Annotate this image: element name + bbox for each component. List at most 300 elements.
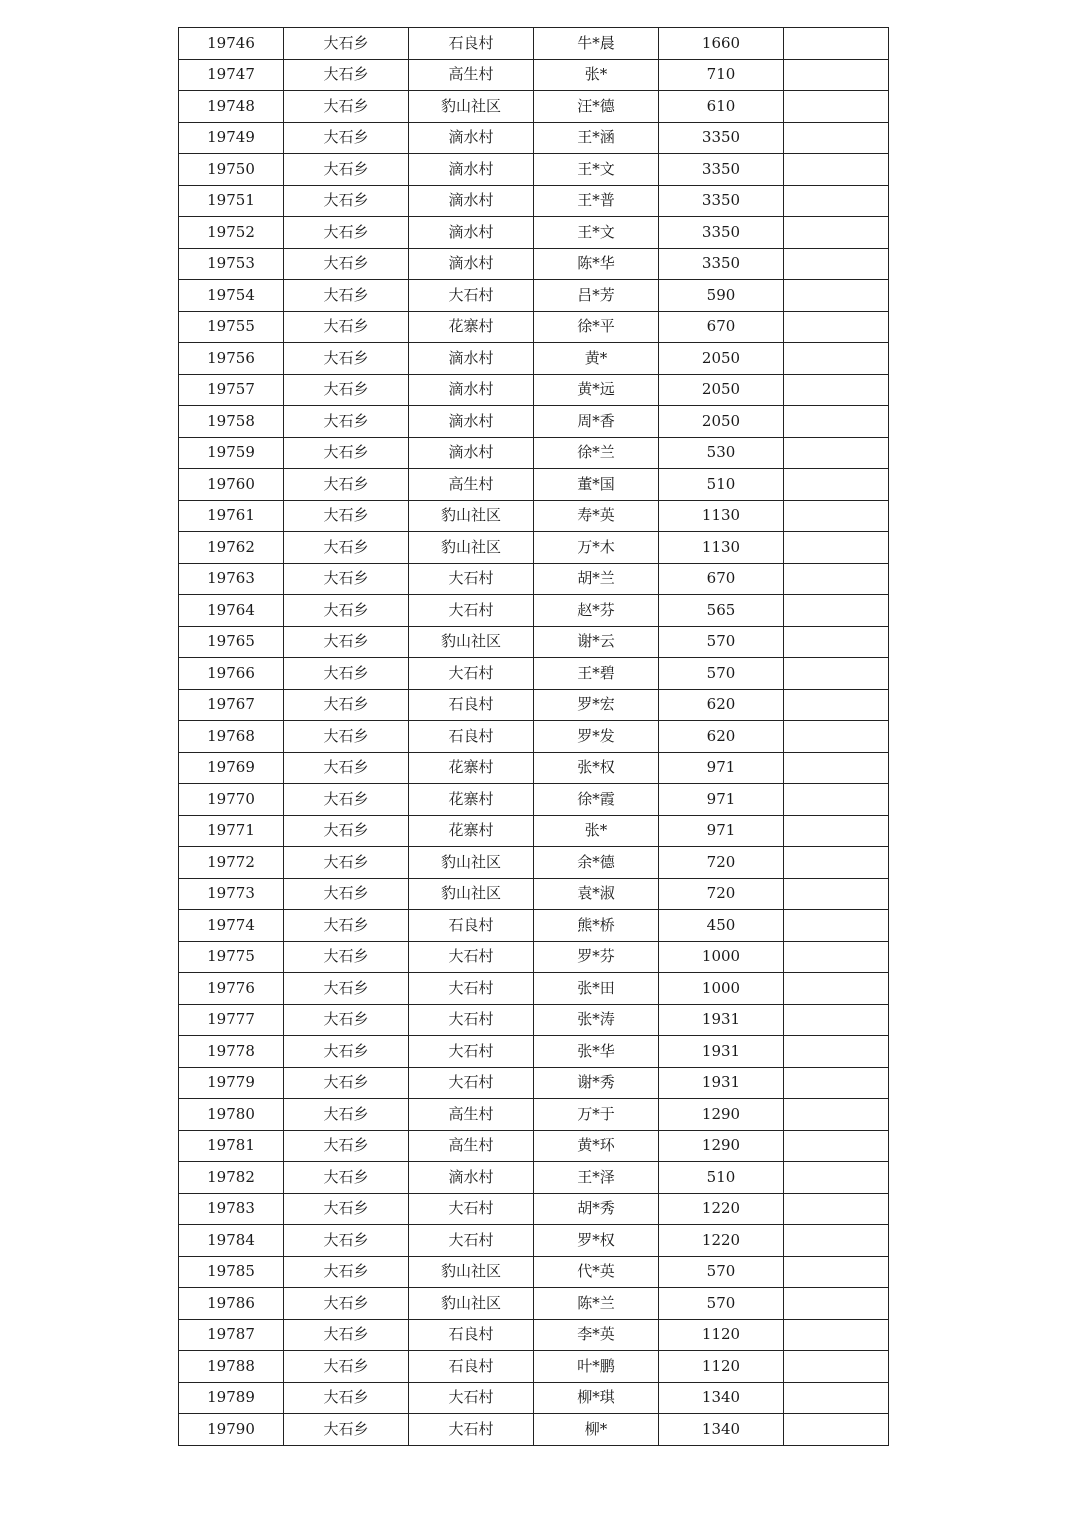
township-cell: 大石乡 xyxy=(284,311,409,343)
name-cell: 罗*宏 xyxy=(534,689,659,721)
table-row xyxy=(179,973,889,1005)
remark-cell xyxy=(784,910,889,942)
table-row xyxy=(179,154,889,186)
village-cell: 大石村 xyxy=(409,1036,534,1068)
amount-cell: 1000 xyxy=(659,973,784,1005)
serial-number-cell: 19783 xyxy=(179,1193,284,1225)
township-cell: 大石乡 xyxy=(284,1067,409,1099)
serial-number-cell: 19769 xyxy=(179,752,284,784)
serial-number-cell: 19759 xyxy=(179,437,284,469)
village-cell: 大石村 xyxy=(409,280,534,312)
village-cell: 大石村 xyxy=(409,1067,534,1099)
remark-cell xyxy=(784,563,889,595)
township-cell: 大石乡 xyxy=(284,248,409,280)
remark-cell xyxy=(784,532,889,564)
township-cell: 大石乡 xyxy=(284,500,409,532)
village-cell: 石良村 xyxy=(409,28,534,60)
village-cell: 大石村 xyxy=(409,1382,534,1414)
township-cell: 大石乡 xyxy=(284,122,409,154)
table-row xyxy=(179,1414,889,1446)
village-cell: 豹山社区 xyxy=(409,847,534,879)
village-cell: 大石村 xyxy=(409,1414,534,1446)
village-cell: 花寨村 xyxy=(409,815,534,847)
serial-number-cell: 19771 xyxy=(179,815,284,847)
table-row xyxy=(179,185,889,217)
township-cell: 大石乡 xyxy=(284,217,409,249)
name-cell: 王*涵 xyxy=(534,122,659,154)
amount-cell: 1931 xyxy=(659,1067,784,1099)
township-cell: 大石乡 xyxy=(284,563,409,595)
table-row xyxy=(179,1288,889,1320)
township-cell: 大石乡 xyxy=(284,280,409,312)
serial-number-cell: 19773 xyxy=(179,878,284,910)
township-cell: 大石乡 xyxy=(284,1162,409,1194)
name-cell: 徐*平 xyxy=(534,311,659,343)
name-cell: 黄*环 xyxy=(534,1130,659,1162)
name-cell: 张*华 xyxy=(534,1036,659,1068)
serial-number-cell: 19758 xyxy=(179,406,284,438)
township-cell: 大石乡 xyxy=(284,1036,409,1068)
village-cell: 大石村 xyxy=(409,563,534,595)
name-cell: 张*涛 xyxy=(534,1004,659,1036)
remark-cell xyxy=(784,122,889,154)
table-row xyxy=(179,1382,889,1414)
amount-cell: 2050 xyxy=(659,406,784,438)
name-cell: 董*国 xyxy=(534,469,659,501)
remark-cell xyxy=(784,185,889,217)
serial-number-cell: 19760 xyxy=(179,469,284,501)
amount-cell: 971 xyxy=(659,815,784,847)
amount-cell: 971 xyxy=(659,752,784,784)
table-row xyxy=(179,59,889,91)
name-cell: 周*香 xyxy=(534,406,659,438)
remark-cell xyxy=(784,406,889,438)
remark-cell xyxy=(784,595,889,627)
serial-number-cell: 19767 xyxy=(179,689,284,721)
name-cell: 李*英 xyxy=(534,1319,659,1351)
serial-number-cell: 19747 xyxy=(179,59,284,91)
amount-cell: 1120 xyxy=(659,1351,784,1383)
table-row xyxy=(179,1067,889,1099)
village-cell: 滴水村 xyxy=(409,374,534,406)
name-cell: 王*普 xyxy=(534,185,659,217)
remark-cell xyxy=(784,1225,889,1257)
table-row xyxy=(179,343,889,375)
village-cell: 石良村 xyxy=(409,689,534,721)
table-row xyxy=(179,280,889,312)
name-cell: 万*木 xyxy=(534,532,659,564)
township-cell: 大石乡 xyxy=(284,1099,409,1131)
amount-cell: 510 xyxy=(659,469,784,501)
village-cell: 石良村 xyxy=(409,910,534,942)
name-cell: 王*碧 xyxy=(534,658,659,690)
remark-cell xyxy=(784,973,889,1005)
remark-cell xyxy=(784,1162,889,1194)
table-row xyxy=(179,91,889,123)
village-cell: 大石村 xyxy=(409,973,534,1005)
table-row xyxy=(179,311,889,343)
village-cell: 豹山社区 xyxy=(409,878,534,910)
name-cell: 陈*兰 xyxy=(534,1288,659,1320)
township-cell: 大石乡 xyxy=(284,469,409,501)
township-cell: 大石乡 xyxy=(284,721,409,753)
name-cell: 吕*芳 xyxy=(534,280,659,312)
name-cell: 熊*桥 xyxy=(534,910,659,942)
name-cell: 罗*芬 xyxy=(534,941,659,973)
township-cell: 大石乡 xyxy=(284,973,409,1005)
amount-cell: 2050 xyxy=(659,343,784,375)
amount-cell: 570 xyxy=(659,1288,784,1320)
village-cell: 滴水村 xyxy=(409,343,534,375)
amount-cell: 3350 xyxy=(659,217,784,249)
remark-cell xyxy=(784,1382,889,1414)
name-cell: 叶*鹏 xyxy=(534,1351,659,1383)
serial-number-cell: 19789 xyxy=(179,1382,284,1414)
table-row xyxy=(179,406,889,438)
remark-cell xyxy=(784,437,889,469)
village-cell: 滴水村 xyxy=(409,437,534,469)
name-cell: 王*文 xyxy=(534,154,659,186)
township-cell: 大石乡 xyxy=(284,847,409,879)
serial-number-cell: 19763 xyxy=(179,563,284,595)
township-cell: 大石乡 xyxy=(284,1130,409,1162)
village-cell: 豹山社区 xyxy=(409,91,534,123)
serial-number-cell: 19786 xyxy=(179,1288,284,1320)
village-cell: 滴水村 xyxy=(409,248,534,280)
township-cell: 大石乡 xyxy=(284,1382,409,1414)
serial-number-cell: 19764 xyxy=(179,595,284,627)
name-cell: 罗*发 xyxy=(534,721,659,753)
table-row xyxy=(179,374,889,406)
remark-cell xyxy=(784,1319,889,1351)
amount-cell: 3350 xyxy=(659,122,784,154)
serial-number-cell: 19784 xyxy=(179,1225,284,1257)
name-cell: 张*田 xyxy=(534,973,659,1005)
amount-cell: 1340 xyxy=(659,1382,784,1414)
serial-number-cell: 19746 xyxy=(179,28,284,60)
serial-number-cell: 19753 xyxy=(179,248,284,280)
amount-cell: 570 xyxy=(659,658,784,690)
serial-number-cell: 19757 xyxy=(179,374,284,406)
township-cell: 大石乡 xyxy=(284,1288,409,1320)
serial-number-cell: 19777 xyxy=(179,1004,284,1036)
name-cell: 汪*德 xyxy=(534,91,659,123)
table-row xyxy=(179,248,889,280)
township-cell: 大石乡 xyxy=(284,1004,409,1036)
serial-number-cell: 19778 xyxy=(179,1036,284,1068)
serial-number-cell: 19770 xyxy=(179,784,284,816)
table-row xyxy=(179,658,889,690)
serial-number-cell: 19750 xyxy=(179,154,284,186)
remark-cell xyxy=(784,721,889,753)
name-cell: 谢*秀 xyxy=(534,1067,659,1099)
table-row xyxy=(179,1130,889,1162)
amount-cell: 1220 xyxy=(659,1225,784,1257)
amount-cell: 3350 xyxy=(659,154,784,186)
remark-cell xyxy=(784,878,889,910)
village-cell: 大石村 xyxy=(409,1193,534,1225)
name-cell: 黄*远 xyxy=(534,374,659,406)
amount-cell: 1120 xyxy=(659,1319,784,1351)
township-cell: 大石乡 xyxy=(284,1319,409,1351)
amount-cell: 530 xyxy=(659,437,784,469)
serial-number-cell: 19754 xyxy=(179,280,284,312)
township-cell: 大石乡 xyxy=(284,626,409,658)
village-cell: 大石村 xyxy=(409,1225,534,1257)
remark-cell xyxy=(784,469,889,501)
village-cell: 花寨村 xyxy=(409,784,534,816)
amount-cell: 720 xyxy=(659,878,784,910)
amount-cell: 3350 xyxy=(659,248,784,280)
serial-number-cell: 19762 xyxy=(179,532,284,564)
table-row xyxy=(179,626,889,658)
serial-number-cell: 19779 xyxy=(179,1067,284,1099)
amount-cell: 1130 xyxy=(659,532,784,564)
village-cell: 花寨村 xyxy=(409,752,534,784)
serial-number-cell: 19751 xyxy=(179,185,284,217)
serial-number-cell: 19768 xyxy=(179,721,284,753)
table-row xyxy=(179,28,889,60)
township-cell: 大石乡 xyxy=(284,91,409,123)
village-cell: 石良村 xyxy=(409,1319,534,1351)
township-cell: 大石乡 xyxy=(284,1193,409,1225)
township-cell: 大石乡 xyxy=(284,28,409,60)
table-row xyxy=(179,1225,889,1257)
serial-number-cell: 19766 xyxy=(179,658,284,690)
name-cell: 柳*琪 xyxy=(534,1382,659,1414)
name-cell: 胡*兰 xyxy=(534,563,659,595)
village-cell: 石良村 xyxy=(409,1351,534,1383)
serial-number-cell: 19782 xyxy=(179,1162,284,1194)
township-cell: 大石乡 xyxy=(284,532,409,564)
amount-cell: 610 xyxy=(659,91,784,123)
amount-cell: 1660 xyxy=(659,28,784,60)
remark-cell xyxy=(784,626,889,658)
name-cell: 王*文 xyxy=(534,217,659,249)
remark-cell xyxy=(784,1130,889,1162)
remark-cell xyxy=(784,1351,889,1383)
remark-cell xyxy=(784,752,889,784)
remark-cell xyxy=(784,1414,889,1446)
remark-cell xyxy=(784,248,889,280)
remark-cell xyxy=(784,343,889,375)
serial-number-cell: 19785 xyxy=(179,1256,284,1288)
remark-cell xyxy=(784,784,889,816)
township-cell: 大石乡 xyxy=(284,815,409,847)
serial-number-cell: 19755 xyxy=(179,311,284,343)
village-cell: 滴水村 xyxy=(409,217,534,249)
table-row xyxy=(179,563,889,595)
village-cell: 大石村 xyxy=(409,941,534,973)
amount-cell: 510 xyxy=(659,1162,784,1194)
table-row xyxy=(179,500,889,532)
serial-number-cell: 19775 xyxy=(179,941,284,973)
remark-cell xyxy=(784,1004,889,1036)
village-cell: 高生村 xyxy=(409,59,534,91)
village-cell: 豹山社区 xyxy=(409,532,534,564)
amount-cell: 720 xyxy=(659,847,784,879)
township-cell: 大石乡 xyxy=(284,595,409,627)
amount-cell: 1340 xyxy=(659,1414,784,1446)
village-cell: 大石村 xyxy=(409,1004,534,1036)
township-cell: 大石乡 xyxy=(284,1225,409,1257)
amount-cell: 1290 xyxy=(659,1099,784,1131)
serial-number-cell: 19749 xyxy=(179,122,284,154)
name-cell: 谢*云 xyxy=(534,626,659,658)
table-row xyxy=(179,1256,889,1288)
remark-cell xyxy=(784,1099,889,1131)
name-cell: 徐*兰 xyxy=(534,437,659,469)
township-cell: 大石乡 xyxy=(284,374,409,406)
remark-cell xyxy=(784,154,889,186)
township-cell: 大石乡 xyxy=(284,784,409,816)
amount-cell: 1931 xyxy=(659,1004,784,1036)
serial-number-cell: 19781 xyxy=(179,1130,284,1162)
village-cell: 高生村 xyxy=(409,1099,534,1131)
name-cell: 赵*芬 xyxy=(534,595,659,627)
table-row xyxy=(179,689,889,721)
name-cell: 胡*秀 xyxy=(534,1193,659,1225)
name-cell: 袁*淑 xyxy=(534,878,659,910)
record-table xyxy=(178,27,889,1446)
amount-cell: 620 xyxy=(659,721,784,753)
village-cell: 滴水村 xyxy=(409,1162,534,1194)
serial-number-cell: 19774 xyxy=(179,910,284,942)
village-cell: 大石村 xyxy=(409,658,534,690)
amount-cell: 1290 xyxy=(659,1130,784,1162)
amount-cell: 1220 xyxy=(659,1193,784,1225)
serial-number-cell: 19761 xyxy=(179,500,284,532)
serial-number-cell: 19772 xyxy=(179,847,284,879)
amount-cell: 570 xyxy=(659,626,784,658)
table-row xyxy=(179,595,889,627)
table-row xyxy=(179,1036,889,1068)
name-cell: 代*英 xyxy=(534,1256,659,1288)
remark-cell xyxy=(784,941,889,973)
township-cell: 大石乡 xyxy=(284,752,409,784)
serial-number-cell: 19776 xyxy=(179,973,284,1005)
village-cell: 豹山社区 xyxy=(409,626,534,658)
name-cell: 张*权 xyxy=(534,752,659,784)
name-cell: 王*泽 xyxy=(534,1162,659,1194)
remark-cell xyxy=(784,217,889,249)
remark-cell xyxy=(784,1193,889,1225)
township-cell: 大石乡 xyxy=(284,1256,409,1288)
serial-number-cell: 19752 xyxy=(179,217,284,249)
name-cell: 牛*晨 xyxy=(534,28,659,60)
table-row xyxy=(179,784,889,816)
remark-cell xyxy=(784,847,889,879)
name-cell: 罗*权 xyxy=(534,1225,659,1257)
table-row xyxy=(179,847,889,879)
amount-cell: 450 xyxy=(659,910,784,942)
amount-cell: 971 xyxy=(659,784,784,816)
serial-number-cell: 19756 xyxy=(179,343,284,375)
amount-cell: 620 xyxy=(659,689,784,721)
table-row xyxy=(179,815,889,847)
amount-cell: 1931 xyxy=(659,1036,784,1068)
village-cell: 石良村 xyxy=(409,721,534,753)
remark-cell xyxy=(784,374,889,406)
table-row xyxy=(179,122,889,154)
remark-cell xyxy=(784,28,889,60)
amount-cell: 670 xyxy=(659,311,784,343)
township-cell: 大石乡 xyxy=(284,59,409,91)
village-cell: 滴水村 xyxy=(409,122,534,154)
name-cell: 黄* xyxy=(534,343,659,375)
name-cell: 张* xyxy=(534,59,659,91)
amount-cell: 710 xyxy=(659,59,784,91)
township-cell: 大石乡 xyxy=(284,185,409,217)
amount-cell: 590 xyxy=(659,280,784,312)
table-row xyxy=(179,469,889,501)
village-cell: 豹山社区 xyxy=(409,1256,534,1288)
township-cell: 大石乡 xyxy=(284,941,409,973)
township-cell: 大石乡 xyxy=(284,343,409,375)
serial-number-cell: 19765 xyxy=(179,626,284,658)
remark-cell xyxy=(784,59,889,91)
amount-cell: 1130 xyxy=(659,500,784,532)
name-cell: 万*于 xyxy=(534,1099,659,1131)
table-row xyxy=(179,1319,889,1351)
serial-number-cell: 19787 xyxy=(179,1319,284,1351)
village-cell: 花寨村 xyxy=(409,311,534,343)
table-row xyxy=(179,721,889,753)
amount-cell: 3350 xyxy=(659,185,784,217)
village-cell: 豹山社区 xyxy=(409,1288,534,1320)
name-cell: 寿*英 xyxy=(534,500,659,532)
table-row xyxy=(179,1099,889,1131)
township-cell: 大石乡 xyxy=(284,1351,409,1383)
remark-cell xyxy=(784,311,889,343)
remark-cell xyxy=(784,1288,889,1320)
township-cell: 大石乡 xyxy=(284,406,409,438)
remark-cell xyxy=(784,1256,889,1288)
remark-cell xyxy=(784,91,889,123)
table-row xyxy=(179,437,889,469)
township-cell: 大石乡 xyxy=(284,1414,409,1446)
village-cell: 高生村 xyxy=(409,1130,534,1162)
village-cell: 大石村 xyxy=(409,595,534,627)
remark-cell xyxy=(784,1067,889,1099)
table-row xyxy=(179,941,889,973)
village-cell: 滴水村 xyxy=(409,185,534,217)
remark-cell xyxy=(784,280,889,312)
township-cell: 大石乡 xyxy=(284,689,409,721)
amount-cell: 2050 xyxy=(659,374,784,406)
serial-number-cell: 19790 xyxy=(179,1414,284,1446)
remark-cell xyxy=(784,500,889,532)
name-cell: 徐*霞 xyxy=(534,784,659,816)
township-cell: 大石乡 xyxy=(284,910,409,942)
table-row xyxy=(179,910,889,942)
name-cell: 张* xyxy=(534,815,659,847)
remark-cell xyxy=(784,1036,889,1068)
table-row xyxy=(179,1162,889,1194)
name-cell: 柳* xyxy=(534,1414,659,1446)
township-cell: 大石乡 xyxy=(284,154,409,186)
table-row xyxy=(179,1004,889,1036)
table-row xyxy=(179,532,889,564)
table-row xyxy=(179,1351,889,1383)
table-row xyxy=(179,217,889,249)
amount-cell: 570 xyxy=(659,1256,784,1288)
remark-cell xyxy=(784,815,889,847)
table-row xyxy=(179,878,889,910)
name-cell: 余*德 xyxy=(534,847,659,879)
township-cell: 大石乡 xyxy=(284,878,409,910)
serial-number-cell: 19780 xyxy=(179,1099,284,1131)
